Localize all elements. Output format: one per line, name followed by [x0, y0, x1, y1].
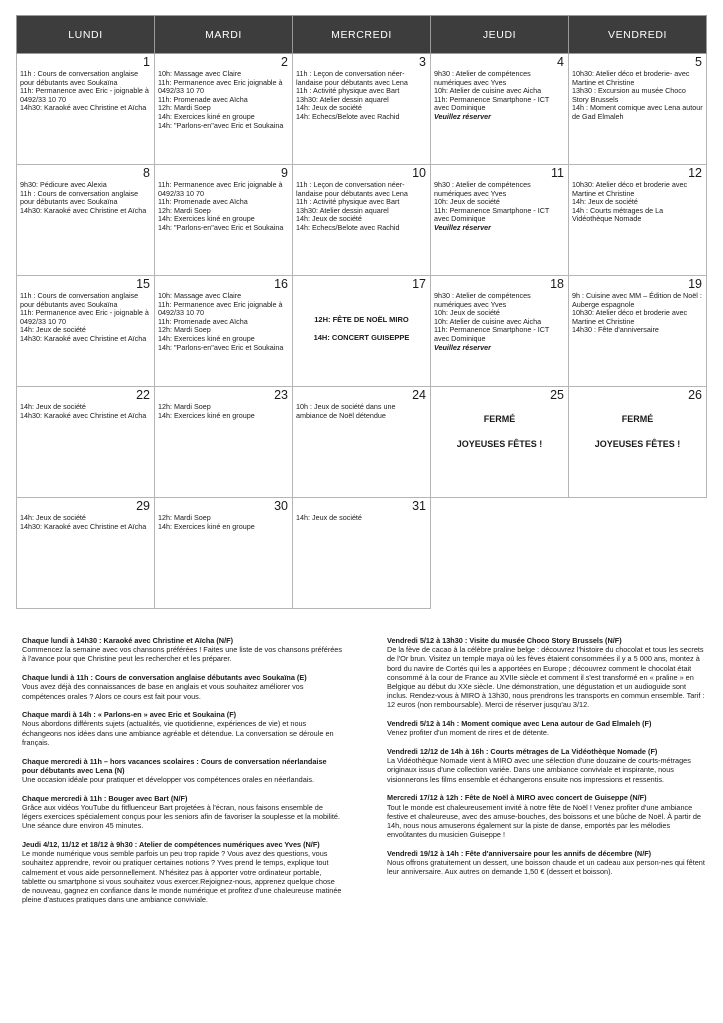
activity-body: La Vidéothèque Nomade vient à MIRO avec une sélection d'une douzaine de courts-métrages originaux issus d'une collection variée. Dans une ambiance conviviale et inspirante, nous visionnerons les films ensemble et échangerons ensuite nos impressions et ressentis. — [387, 756, 691, 784]
event-item: 11h: Permanence avec Eric joignable à 0492/33 10 70 — [158, 77, 283, 96]
activity-title: Mercredi 17/12 à 12h : Fête de Noël à MIRO avec concert de Guiseppe (N/F) — [387, 793, 647, 803]
event-item: 14h: Exercices kiné en groupe — [158, 333, 255, 343]
event-item: 9h : Cuisine avec MM – Édition de Noël : Auberge espagnole — [572, 291, 702, 309]
event-item: 9h30 : Atelier de compétences numériques avec Yves — [434, 180, 531, 198]
empty-day-cell — [431, 498, 569, 609]
day-number: 25 — [550, 388, 564, 402]
activity-title: Chaque lundi à 14h30 : Karaoké avec Christine et Aïcha (N/F) — [22, 636, 233, 645]
event-item: 14h30: Karaoké avec Christine et Aïcha — [20, 333, 147, 343]
activity-description — [387, 747, 707, 784]
event-item: 11h : Cours de conversation anglaise pour débutants avec Soukaïna — [20, 69, 139, 87]
day-number: 16 — [274, 277, 288, 291]
event-item: 14h: "Parlons-en"avec Eric et Soukaina — [158, 222, 284, 232]
closed-notice — [572, 414, 703, 449]
event-item: 14h: Jeux de société — [20, 402, 86, 411]
day-number: 8 — [143, 166, 150, 180]
calendar-week-row — [17, 387, 707, 498]
day-cell — [569, 54, 707, 165]
day-cell — [293, 387, 431, 498]
day-cell — [155, 165, 293, 276]
event-item: 14h30 : Fête d'anniversaire — [572, 325, 659, 335]
day-cell — [155, 276, 293, 387]
activity-description — [22, 840, 344, 904]
closed-notice — [434, 414, 565, 449]
event-item: 11h: Promenade avec Aïcha — [158, 94, 248, 104]
calendar-body — [17, 54, 707, 609]
event-item: 14h: "Parlons-en"avec Eric et Soukaina — [158, 342, 284, 352]
event-item: 14h30: Karaoké avec Christine et Aïcha — [20, 521, 147, 531]
event-item: 11h : Leçon de conversation néer-landaise pour débutants avec Lena — [296, 69, 408, 87]
event-item: 11h : Activité physique avec Bart — [296, 197, 400, 207]
event-item: 12h: Mardi Soep — [158, 402, 211, 411]
day-cell — [17, 54, 155, 165]
event-item: 14h30: Karaoké avec Christine et Aïcha — [20, 103, 147, 113]
event-item: 12h: Mardi Soep — [158, 103, 211, 113]
day-number: 22 — [136, 388, 150, 402]
activity-body: Commencez la semaine avec vos chansons préférées ! Faites une liste de vos chansons préférées à l'avance pour que Christine peut les rechercher et les préparer. — [22, 645, 343, 664]
day-number: 17 — [412, 277, 426, 291]
event-item: 14h: Exercices kiné en groupe — [158, 214, 255, 224]
activity-title: Chaque mercredi à 11h – hors vacances scolaires : Cours de conversation néerlandaise pour débutants avec Lena (N) — [22, 756, 327, 775]
activity-body: Tout le monde est chaleureusement invité à notre fête de Noël ! Venez profiter d'une ambiance festive et chaleureuse, avec des amuse-bouches, des boissons et une bûche de Noël. À partir de 14h, nous nous amuserons également sur la piste de danse, emportés par les mélodies envoûtantes du musicien Guiseppe ! — [387, 802, 701, 840]
day-cell — [17, 165, 155, 276]
event-item: 14h30: Karaoké avec Christine et Aïcha — [20, 410, 147, 420]
event-item: 10h: Jeux de société — [434, 308, 500, 318]
event-item: 11h: Permanence avec Eric - joignable à 0492/33 10 70 — [20, 308, 149, 326]
event-item: 14h : Moment comique avec Lena autour de Gad Elmaleh — [572, 103, 703, 121]
weekday-header: MARDI — [155, 16, 293, 54]
weekday-header: VENDREDI — [569, 16, 707, 54]
calendar-week-row — [17, 165, 707, 276]
reservation-note: Veuillez réserver — [434, 222, 491, 232]
weekday-header: JEUDI — [431, 16, 569, 54]
day-number: 10 — [412, 166, 426, 180]
day-cell — [17, 498, 155, 609]
activity-body: Grâce aux vidéos YouTube du fitfluenceur Bart projetées à l'écran, nous faisons ensemble de légers exercices spécialement conçus pour les seniors afin de favoriser la souplesse et la mobilité. Une séance dure environ 45 minutes. — [22, 802, 340, 831]
activity-title: Vendredi 5/12 à 13h30 : Visite du musée Choco Story Brussels (N/F) — [387, 636, 622, 645]
event-item: 9h30: Pédicure avec Alexia — [20, 180, 107, 189]
activity-title: Chaque mercredi à 11h : Bouger avec Bart (N/F) — [22, 793, 188, 803]
day-number: 3 — [419, 55, 426, 69]
activity-body: De la fève de cacao à la célèbre praline belge : découvrez l'histoire du chocolat et tous les secrets de l'Or brun. Visitez un temple maya où les fèves étaient consommées il y a 5 000 ans, montez à bord du navire de Cortés qui les a apportées en Europe ; découvrez comment le chocolat était consommé à la cour de France au XVIIe siècle et comment il s'est transformé en « praline » en Belgique au début du XXe siècle. Une démonstration, une dégustation et un audioguide sont inclus. Rendez-vous à MIRO à 13h30, nous prendrons les transports en commun ensemble. Tarif : 12 euros (non remboursable). Merci de réserver jusqu'au 3/12. — [387, 645, 705, 710]
activity-description — [22, 794, 344, 831]
day-number: 1 — [143, 55, 150, 69]
activity-body: Le monde numérique vous semble parfois un peu trop rapide ? Vous avez des questions, vous souhaitez apprendre, revoir ou pratiquer certaines notions ? Yves prend le temps, explique tout calmement et vous aide personnellement. N'hésitez pas à apporter votre ordinateur portable, tablette ou smartphone si vous souhaitez vous exercer.Rejoignez-nous, apprenez quelque chose de nouveau, gagnez en confiance dans le monde numérique et profitez d'une chaleureuse matinée pleine d'astuces pratiques dans une ambiance conviviale. — [22, 849, 342, 905]
day-cell — [155, 387, 293, 498]
event-item: 10h: Jeux de société — [434, 197, 500, 207]
event-item: 14h: Echecs/Belote avec Rachid — [296, 222, 400, 232]
day-cell — [293, 276, 431, 387]
weekday-header-row — [17, 16, 707, 54]
event-item: 14h: Jeux de société — [20, 513, 86, 522]
day-number: 12 — [688, 166, 702, 180]
holiday-greeting: JOYEUSES FÊTES ! — [456, 439, 543, 449]
activity-title: Chaque lundi à 11h : Cours de conversation anglaise débutants avec Soukaïna (E) — [22, 673, 307, 683]
event-item: 11h: Promenade avec Aïcha — [158, 197, 248, 207]
event-item: 13h30: Atelier dessin aquarel — [296, 205, 389, 215]
event-item: 14h: Exercices kiné en groupe — [158, 410, 255, 420]
day-cell — [17, 387, 155, 498]
activity-title: Vendredi 5/12 à 14h : Moment comique avec Lena autour de Gad Elmaleh (F) — [387, 719, 652, 729]
event-item: 11h : Leçon de conversation néer-landaise pour débutants avec Lena — [296, 180, 408, 198]
day-cell — [431, 165, 569, 276]
event-item: 11h: Permanence avec Eric joignable à 0492/33 10 70 — [158, 299, 283, 318]
activity-body: Nous abordons différents sujets (actualités, vie quotidienne, expériences de vie) et nous échangeons nos idées dans une ambiance agréable et détendue. La conversation se déroule en français. — [22, 719, 334, 747]
activity-description — [387, 849, 707, 877]
event-item: 11h : Activité physique avec Bart — [296, 86, 400, 96]
day-cell — [431, 54, 569, 165]
calendar-week-row — [17, 276, 707, 387]
event-item: 11h: Permanence Smartphone - ICT avec Dominique — [434, 205, 550, 224]
day-number: 30 — [274, 499, 288, 513]
event-item: 13h30 : Excursion au musée Choco Story Brussels — [572, 86, 686, 104]
activity-description — [387, 793, 707, 839]
event-item: 11h : Cours de conversation anglaise pour débutants avec Soukaïna — [20, 291, 139, 309]
activity-description — [387, 636, 707, 710]
event-item: 10h: Atelier de cuisine avec Aicha — [434, 86, 542, 96]
event-item: 14h: Jeux de société — [296, 513, 362, 522]
activity-body: Nous offrons gratuitement un dessert, une boisson chaude et un cadeau aux person-nes qui fêtent leur anniversaire. Aux autres on demande 1,50 € (dessert et boisson). — [387, 858, 705, 877]
calendar-table — [16, 15, 707, 609]
activity-description — [22, 673, 344, 701]
day-number: 11 — [551, 166, 564, 180]
day-number: 2 — [281, 55, 288, 69]
day-number: 24 — [412, 388, 426, 402]
special-event: 12H: FÊTE DE NOËL MIRO — [314, 315, 409, 324]
day-cell — [155, 54, 293, 165]
day-cell — [293, 165, 431, 276]
event-item: 11h: Permanence avec Eric joignable à 0492/33 10 70 — [158, 180, 283, 198]
event-item: 11h: Permanence avec Eric - joignable à 0492/33 10 70 — [20, 86, 149, 104]
special-event: 14H: CONCERT GUISEPPE — [313, 333, 410, 342]
activity-description — [22, 710, 344, 747]
reservation-note: Veuillez réserver — [434, 342, 491, 352]
day-cell — [431, 387, 569, 498]
day-number: 15 — [136, 277, 150, 291]
closed-label: FERMÉ — [621, 414, 654, 424]
event-item: 11h: Permanence Smartphone - ICT avec Dominique — [434, 94, 550, 113]
special-event-block — [296, 315, 427, 342]
activity-body: Venez profiter d'un moment de rires et de détente. — [387, 728, 550, 738]
day-cell — [155, 498, 293, 609]
event-item: 10h30: Atelier déco et broderie avec Martine et Christine — [572, 180, 688, 198]
day-cell — [569, 387, 707, 498]
event-item: 14h: Jeux de société — [296, 103, 362, 113]
day-number: 9 — [281, 166, 288, 180]
event-item: 10h : Jeux de société dans une ambiance de Noël détendue — [296, 402, 396, 420]
weekday-header: LUNDI — [17, 16, 155, 54]
activity-title: Chaque mardi à 14h : « Parlons-en » avec Eric et Soukaina (F) — [22, 710, 237, 720]
event-item: 10h: Atelier de cuisine avec Aicha — [434, 316, 542, 326]
event-item: 14h: Echecs/Belote avec Rachid — [296, 111, 400, 121]
activity-description — [22, 757, 344, 785]
descriptions-left-column — [22, 636, 344, 914]
event-item: 10h: Massage avec Claire — [158, 69, 242, 78]
event-item: 9h30 : Atelier de compétences numériques avec Yves — [434, 69, 531, 87]
day-number: 31 — [412, 499, 426, 513]
activity-title: Vendredi 12/12 de 14h à 16h : Courts métrages de La Vidéothèque Nomade (F) — [387, 747, 658, 757]
event-item: 14h: Jeux de société — [572, 197, 638, 207]
day-number: 5 — [695, 55, 702, 69]
activity-body: Une occasion idéale pour pratiquer et développer vos compétences orales en néerlandais. — [22, 774, 315, 784]
event-item: 11h: Permanence Smartphone - ICT avec Dominique — [434, 325, 550, 343]
event-item: 12h: Mardi Soep — [158, 513, 211, 522]
calendar-week-row — [17, 54, 707, 165]
day-cell — [17, 276, 155, 387]
event-item: 14h: Jeux de société — [296, 214, 362, 224]
day-cell — [431, 276, 569, 387]
day-cell — [569, 276, 707, 387]
event-item: 14h: Exercices kiné en groupe — [158, 521, 255, 531]
day-number: 26 — [688, 388, 702, 402]
day-cell — [293, 54, 431, 165]
activity-description — [387, 719, 707, 737]
day-cell — [569, 165, 707, 276]
weekday-header: MERCREDI — [293, 16, 431, 54]
event-item: 10h30: Atelier déco et broderie avec Martine et Christine — [572, 308, 688, 326]
day-number: 18 — [550, 277, 564, 291]
empty-day-cell — [569, 498, 707, 609]
reservation-note: Veuillez réserver — [434, 111, 491, 121]
event-item: 12h: Mardi Soep — [158, 325, 211, 335]
event-item: 10h: Massage avec Claire — [158, 291, 242, 300]
event-item: 14h: "Parlons-en"avec Eric et Soukaina — [158, 120, 284, 130]
event-item: 14h: Exercices kiné en groupe — [158, 111, 255, 121]
closed-label: FERMÉ — [483, 414, 516, 424]
event-item: 14h : Courts métrages de La Vidéothèque Nomade — [572, 205, 664, 224]
activity-title: Vendredi 19/12 à 14h : Fête d'anniversaire pour les annifs de décembre (N/F) — [387, 848, 652, 858]
holiday-greeting: JOYEUSES FÊTES ! — [594, 439, 681, 449]
event-item: 10h30: Atelier déco et broderie- avec Martine et Christine — [572, 69, 690, 87]
event-item: 14h: Jeux de société — [20, 325, 86, 335]
event-item: 13h30: Atelier dessin aquarel — [296, 94, 389, 104]
event-item: 14h30: Karaoké avec Christine et Aïcha — [20, 205, 147, 215]
event-item: 11h: Promenade avec Aïcha — [158, 316, 248, 326]
event-item: 9h30 : Atelier de compétences numériques avec Yves — [434, 291, 531, 309]
day-number: 23 — [274, 388, 288, 402]
day-number: 19 — [688, 277, 702, 291]
day-cell — [293, 498, 431, 609]
calendar-week-row — [17, 498, 707, 609]
activity-title: Jeudi 4/12, 11/12 et 18/12 à 9h30 : Atelier de compétences numériques avec Yves (N/F) — [22, 839, 320, 849]
activity-description — [22, 636, 344, 664]
day-number: 29 — [136, 499, 150, 513]
event-item: 11h : Cours de conversation anglaise pour débutants avec Soukaïna — [20, 188, 139, 207]
descriptions-right-column — [387, 636, 707, 886]
event-item: 12h: Mardi Soep — [158, 205, 211, 215]
day-number: 4 — [557, 55, 564, 69]
activity-body: Vous avez déjà des connaissances de base en anglais et vous souhaitez améliorer vos compétences orales ? Alors ce cours est fait pour vous. — [22, 682, 304, 701]
